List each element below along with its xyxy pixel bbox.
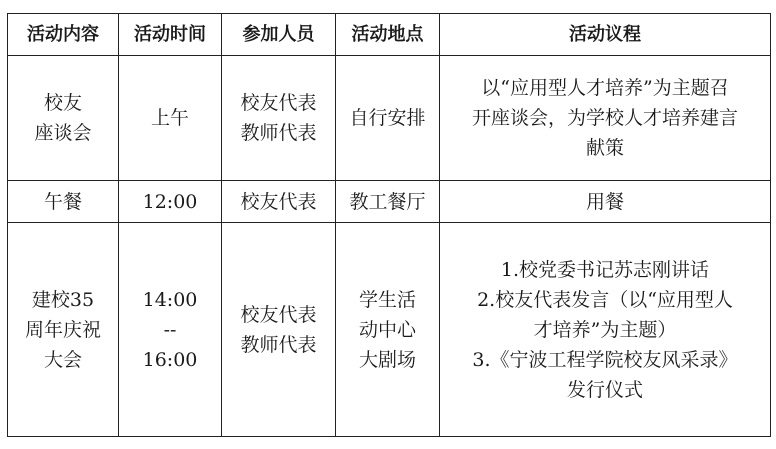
header-row: [8, 14, 771, 56]
header-activity-location: 活动地点: [336, 14, 440, 56]
cell-line: 14:00: [142, 288, 198, 311]
cell-line: 自行安排: [349, 107, 426, 129]
cell-line: 教师代表: [240, 333, 317, 356]
cell-line: 大会: [43, 348, 82, 371]
header-activity-agenda: 活动议程: [440, 14, 771, 56]
cell-line: 开座谈会，为学校人才培养建言: [471, 107, 738, 129]
table-row: [8, 56, 771, 181]
cell-line: 2.校友代表发言（以“应用型人: [477, 288, 733, 311]
cell-place: [336, 181, 440, 223]
cell-line: 1.校党委书记苏志刚讲话: [500, 258, 710, 281]
cell-line: 建校35: [31, 288, 95, 311]
cell-agenda: [440, 56, 771, 181]
header-activity-time: 活动时间: [119, 14, 222, 56]
cell-line: 座谈会: [34, 122, 92, 144]
table-row: [8, 181, 771, 223]
cell-content: [8, 181, 119, 223]
cell-line: 动中心: [358, 318, 416, 341]
header-activity-content: 活动内容: [8, 14, 119, 56]
cell-line: 校友: [43, 92, 82, 114]
table-row: [8, 223, 771, 437]
cell-line: 校友代表: [240, 190, 317, 213]
cell-line: 午餐: [43, 190, 82, 213]
activity-schedule-table: [7, 13, 771, 437]
cell-agenda: [440, 223, 771, 437]
cell-line: 以“应用型人才培养”为主题召: [481, 77, 729, 99]
cell-line: 大剧场: [358, 348, 416, 371]
cell-time: [119, 223, 222, 437]
cell-line: 校友代表: [240, 303, 317, 326]
cell-line: 才培养”为主题）: [533, 318, 677, 341]
cell-line: 上午: [150, 107, 189, 129]
cell-line: --: [163, 318, 177, 341]
cell-line: 教师代表: [240, 122, 317, 144]
cell-line: 校友代表: [240, 92, 317, 114]
cell-line: 发行仪式: [566, 378, 643, 401]
cell-people: [222, 223, 336, 437]
cell-people: [222, 56, 336, 181]
cell-line: 12:00: [142, 190, 198, 213]
cell-line: 用餐: [585, 190, 624, 213]
cell-line: 周年庆祝: [24, 318, 101, 341]
cell-time: [119, 56, 222, 181]
cell-line: 16:00: [142, 348, 198, 371]
cell-line: 教工餐厅: [349, 190, 426, 213]
cell-line: 献策: [585, 137, 624, 159]
cell-content: [8, 223, 119, 437]
cell-time: [119, 181, 222, 223]
cell-content: [8, 56, 119, 181]
cell-line: 学生活: [358, 288, 416, 311]
cell-people: [222, 181, 336, 223]
cell-line: 3.《宁波工程学院校友风采录》: [472, 348, 738, 371]
cell-place: [336, 56, 440, 181]
cell-agenda: [440, 181, 771, 223]
header-participants: 参加人员: [222, 14, 336, 56]
cell-place: [336, 223, 440, 437]
